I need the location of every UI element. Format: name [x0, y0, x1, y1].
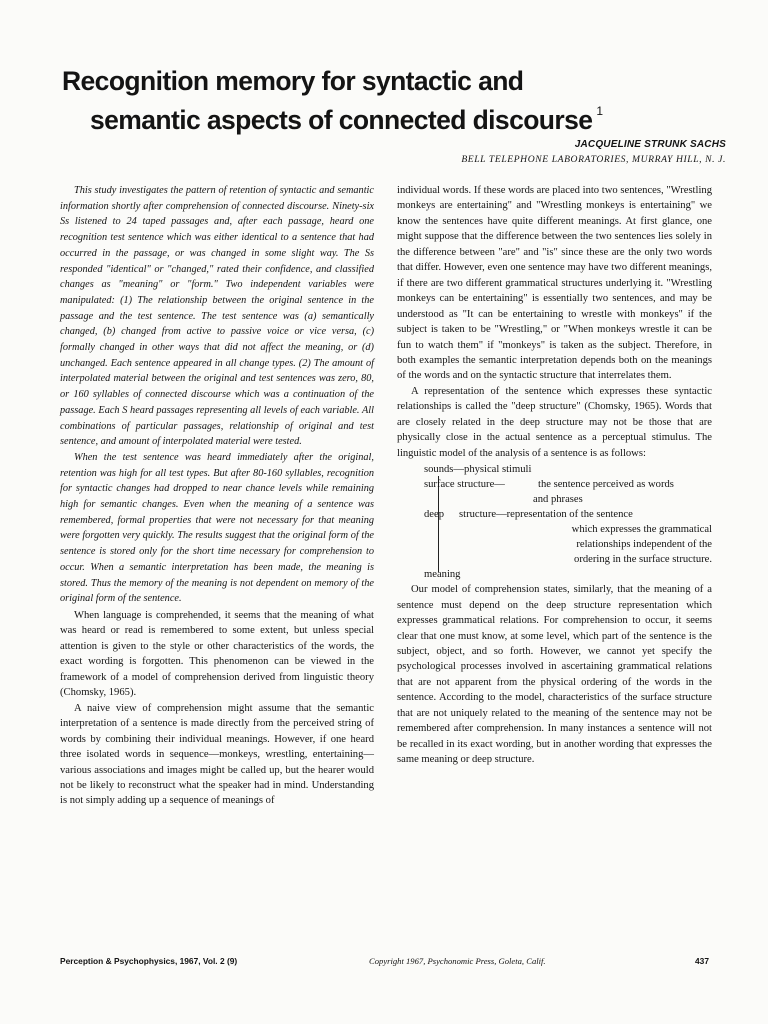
- copyright-notice: Copyright 1967, Psychonomic Press, Goleta, Calif.: [369, 956, 546, 966]
- diagram-deep-def-3: ordering in the surface structure.: [574, 554, 712, 566]
- diagram-deep-def-2: relationships independent of the: [576, 539, 712, 551]
- title-line-2-text: semantic aspects of connected discourse: [90, 105, 593, 135]
- diagram-deep-term: deep: [424, 509, 444, 521]
- body-paragraph: Our model of comprehension states, similarly, that the meaning of a sentence must depend on the deep structure representation which expresses grammatical relations. For comprehension to occur, it seems clear that one must know, at some level, which part of the sentence is the subject, object, and so forth. However, we cannot yet specify the psychological processes involved in ascertaining grammatical relations that are not apparent from the physical ordering of the words in the sentence. According to the model, characteristics of the surface structure that are not uniquely related to the meaning of the sentence may not be remembered after comprehension. In many instances a sentence will not be recalled in its exact wording, but in another wording that expresses the same meaning or deep structure.: [397, 584, 712, 766]
- body-paragraph: A representation of the sentence which expresses these syntactic relationships is called the "deep structure" (Chomsky, 1965). Words that are closely related in the deep structure may not be those that are physically close in the actual sentence as a perceptual stimulus. The linguistic model of the analysis of a sentence is as follows:: [397, 385, 712, 459]
- right-column: [397, 183, 712, 768]
- body-paragraph: A naive view of comprehension might assume that the semantic interpretation of a sentence is made directly from the perceived string of words by combining their individual meanings. However, if one heard three isolated words in sequence—monkeys, wrestling, entertaining—various associations and images might be called up, but the hearer would not be likely to reconstruct what the speaker had in mind. Understanding is not simply adding up a sequence of meanings of: [60, 702, 374, 807]
- diagram-surface-def-2: and phrases: [533, 494, 583, 506]
- left-column: [60, 183, 374, 809]
- diagram-surface-def-1: the sentence perceived as words: [538, 479, 674, 491]
- page-number: 437: [695, 956, 709, 966]
- diagram-surface-term: surface structure—: [424, 479, 505, 491]
- abstract-paragraph-2: When the test sentence was heard immediately after the original, retention was high for all test types. But after 80-160 syllables, recognition for syntactic changes had dropped to near chance levels while remaining high for semantic changes. Even when the meaning of a sentence was remembered, formal properties that were not necessary for that meaning were forgotten very quickly. The results suggest that the original form of the sentence is stored only for the short time necessary for comprehension to occur. When a semantic interpretation has been made, the meaning is stored. Thus the memory of the meaning is not dependent on memory of the original form of the sentence.: [60, 451, 374, 605]
- diagram-deep-def-0: structure—representation of the sentence: [459, 509, 633, 521]
- abstract-paragraph-1: This study investigates the pattern of retention of syntactic and semantic information shortly after comprehension of connected discourse. Ninety-six Ss listened to 24 taped passages and, after each passage, heard one recognition test sentence which was either identical to a sentence that had occurred in the passage, or was changed in some slight way. The Ss responded "identical" or "changed," rated their confidence, and classified changes as "meaning" or "form." Two independent variables were manipulated: (1) The relationship between the original sentence in the passage and the test sentence. The test sentence was (a) semantically changed, (b) changed from active to passive voice or vice versa, (c) formally changed in other ways that did not affect the meaning, or (d) unchanged. Each sentence appeared in all change types. (2) The amount of interpolated material between the original and test sentences was zero, 80, or 160 syllables of connected discourse which was a continuation of the passage. Each S heard passages representing all levels of each variable. All combinations of particular passages, relationship of original and test sentence, and amount of interpolated material were tested.: [60, 185, 374, 448]
- body-paragraph: When language is comprehended, it seems that the meaning of what was heard or read is remembered to some extent, but unless special attention is given to the style or other characteristics of the words, the exact wording is forgotten. This phenomenon can be viewed in the framework of a model of comprehension derived from linguistic theory (Chomsky, 1965).: [60, 609, 374, 699]
- diagram-sounds: sounds—physical stimuli: [424, 464, 532, 476]
- diagram-meaning: meaning: [424, 569, 461, 581]
- article-title: [62, 66, 702, 135]
- body-paragraph: individual words. If these words are placed into two sentences, "Wrestling monkeys are entertaining" and "Wrestling monkeys is entertaining" we know the sentences have quite different meanings. At first glance, one might suppose that the difference between the two sentences lies solely in the difference between "are" and "is" since these are the only two words that differ. However, even one sentence may have two different meanings, if there are two different grammatical structures underlying it. "Wrestling monkeys can be entertaining" is essentially two sentences, and may be understood as "It can be entertaining to wrestle with monkeys" if the subject is taken to be "Wrestling," or "When monkeys wrestle it can be fun to watch them" if "monkeys" is taken as the subject. Therefore, in both examples the semantic interpretation depends both on the meanings of the words and on the syntactic structure that interrelates them.: [397, 185, 712, 382]
- journal-citation: Perception & Psychophysics, 1967, Vol. 2 (9): [60, 956, 238, 966]
- title-line-2: [62, 96, 702, 135]
- title-line-1: Recognition memory for syntactic and: [62, 66, 524, 96]
- abstract: [60, 183, 374, 607]
- author-affiliation: BELL TELEPHONE LABORATORIES, MURRAY HILL, N. J.: [461, 154, 726, 165]
- title-footnote-mark: 1: [596, 104, 603, 118]
- comprehension-model-diagram: [397, 462, 712, 580]
- diagram-deep-def-1: which expresses the grammatical: [571, 524, 712, 536]
- author-name: JACQUELINE STRUNK SACHS: [574, 139, 726, 150]
